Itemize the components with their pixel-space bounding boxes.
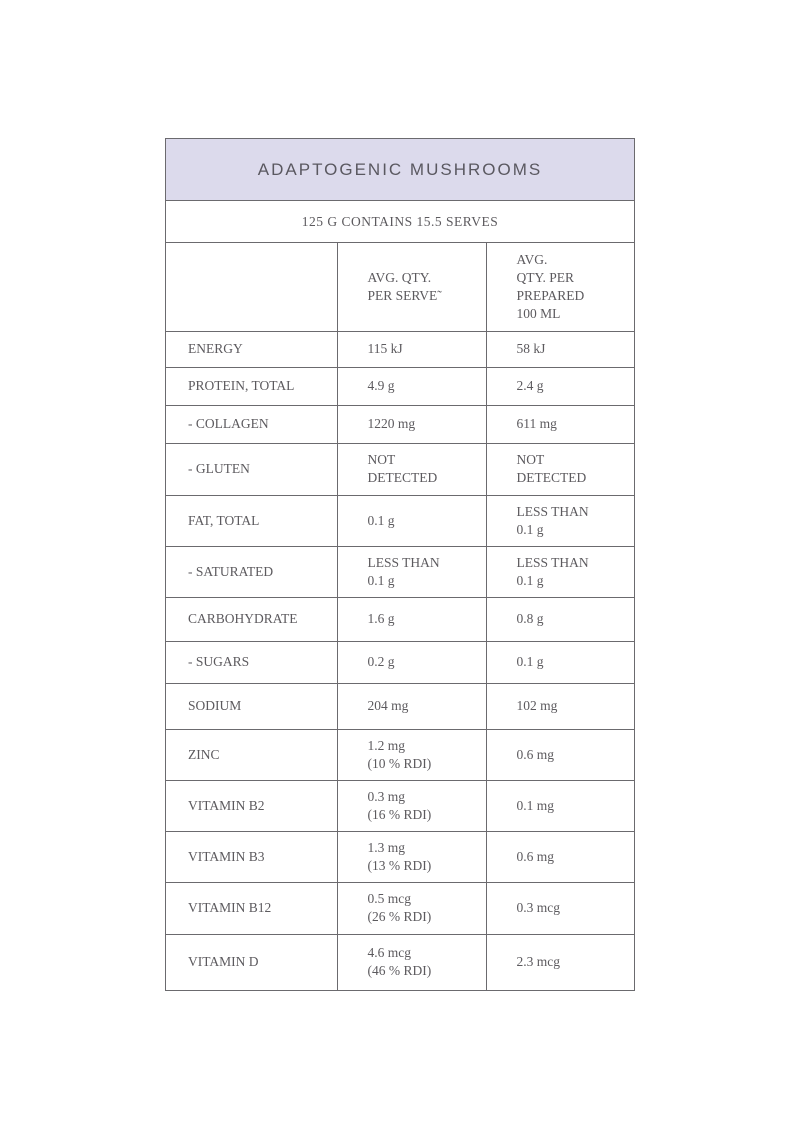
- table-row: [166, 331, 634, 367]
- nutrient-label: SODIUM: [166, 683, 337, 729]
- per-100ml-value-line: 0.1 g: [516, 521, 544, 537]
- nutrient-label: ZINC: [166, 729, 337, 780]
- per-100ml-value-line: 0.6 mg: [516, 746, 555, 762]
- per-serve-value: [337, 683, 486, 729]
- per-100ml-value-line: 0.6 mg: [516, 848, 555, 864]
- nutrient-label: PROTEIN, TOTAL: [166, 367, 337, 405]
- table-body: [166, 331, 634, 990]
- per-serve-value: [337, 780, 486, 831]
- per-serve-value-line: 0.5 mcg: [367, 891, 411, 906]
- per-serve-value-line: LESS THAN: [367, 554, 440, 570]
- per-100ml-value-line: LESS THAN: [516, 503, 589, 519]
- table-row: [166, 495, 634, 546]
- per-serve-value-line: (13 % RDI): [367, 857, 432, 873]
- table-row: [166, 443, 634, 495]
- table-row: [166, 597, 634, 641]
- per-100ml-value-line: 102 mg: [516, 698, 558, 713]
- per-serve-value: [337, 405, 486, 443]
- nutrient-label: FAT, TOTAL: [166, 495, 337, 546]
- per-100ml-value: [486, 780, 634, 831]
- table-row: [166, 367, 634, 405]
- nutrient-label: - SATURATED: [166, 546, 337, 597]
- per-100ml-value: [486, 495, 634, 546]
- per-serve-value-line: 0.2 g: [367, 654, 395, 669]
- per-serve-value: [337, 546, 486, 597]
- per-serve-value-line: 1.6 g: [367, 611, 395, 626]
- per-100ml-value: [486, 641, 634, 683]
- per-100ml-value-line: 0.1 g: [516, 572, 544, 588]
- per-100ml-value: [486, 882, 634, 934]
- per-serve-value-line: 4.9 g: [367, 378, 395, 393]
- per-serve-value-line: 204 mg: [367, 698, 409, 713]
- nutrient-label: CARBOHYDRATE: [166, 597, 337, 641]
- nutrient-label: VITAMIN D: [166, 934, 337, 990]
- per-serve-value: [337, 597, 486, 641]
- per-serve-value-line: 115 kJ: [367, 341, 403, 356]
- per-100ml-value-line: 2.3 mcg: [516, 954, 560, 970]
- table-row: [166, 683, 634, 729]
- per-serve-value: [337, 831, 486, 882]
- per-serve-value-line: 1220 mg: [367, 416, 416, 431]
- per-100ml-value-line: 0.3 mcg: [516, 900, 560, 915]
- nutrient-label: VITAMIN B12: [166, 882, 337, 934]
- per-100ml-value: [486, 729, 634, 780]
- per-serve-value: [337, 367, 486, 405]
- per-serve-value: [337, 934, 486, 990]
- per-100ml-value: [486, 367, 634, 405]
- per-serve-value-line: DETECTED: [367, 470, 438, 485]
- nutrient-label: - SUGARS: [166, 641, 337, 683]
- table-header-row: [166, 243, 634, 331]
- per-serve-value-line: 0.1 g: [367, 512, 395, 528]
- per-100ml-value-line: LESS THAN: [516, 554, 589, 570]
- per-serve-value: [337, 495, 486, 546]
- per-serve-value-line: 0.3 mg: [367, 788, 406, 804]
- header-per-serve: [337, 243, 486, 331]
- per-100ml-value-line: 58 kJ: [516, 341, 546, 356]
- per-100ml-value: [486, 443, 634, 495]
- per-serve-value: [337, 882, 486, 934]
- header-per-100ml-line: QTY. PER: [516, 269, 575, 285]
- nutrition-panel: [165, 138, 635, 991]
- per-serve-value-line: 4.6 mcg: [367, 945, 411, 961]
- per-100ml-value-line: 611 mg: [516, 416, 557, 431]
- header-per-100ml-line: PREPARED: [516, 287, 585, 303]
- per-100ml-value: [486, 331, 634, 367]
- per-100ml-value: [486, 546, 634, 597]
- per-serve-value-line: (46 % RDI): [367, 963, 432, 979]
- per-serve-value-line: (10 % RDI): [367, 755, 432, 771]
- nutrient-label: ENERGY: [166, 331, 337, 367]
- nutrient-label: - GLUTEN: [166, 443, 337, 495]
- per-100ml-value: [486, 405, 634, 443]
- serves-info: 125 G CONTAINS 15.5 SERVES: [166, 201, 634, 243]
- per-serve-value: [337, 331, 486, 367]
- per-serve-value: [337, 729, 486, 780]
- per-100ml-value: [486, 683, 634, 729]
- per-100ml-value-line: NOT: [516, 452, 545, 467]
- per-100ml-value-line: DETECTED: [516, 470, 587, 485]
- nutrient-label: - COLLAGEN: [166, 405, 337, 443]
- per-100ml-value: [486, 934, 634, 990]
- table-row: [166, 831, 634, 882]
- header-blank-cell: [166, 243, 337, 331]
- table-row: [166, 882, 634, 934]
- table-row: [166, 546, 634, 597]
- header-per-100ml-line: AVG.: [516, 251, 548, 267]
- nutrition-table: [166, 243, 634, 990]
- header-per-serve-line: PER SERVE˜: [367, 287, 442, 303]
- per-serve-value-line: NOT: [367, 452, 396, 467]
- per-serve-value-line: (16 % RDI): [367, 806, 432, 822]
- panel-title: ADAPTOGENIC MUSHROOMS: [166, 139, 634, 201]
- per-serve-value-line: 1.2 mg: [367, 737, 406, 753]
- table-row: [166, 729, 634, 780]
- header-per-100ml: [486, 243, 634, 331]
- table-row: [166, 780, 634, 831]
- per-100ml-value-line: 0.1 mg: [516, 797, 555, 813]
- per-serve-value-line: (26 % RDI): [367, 909, 432, 924]
- per-serve-value: [337, 443, 486, 495]
- per-100ml-value-line: 0.1 g: [516, 654, 544, 669]
- table-row: [166, 405, 634, 443]
- header-per-serve-line: AVG. QTY.: [367, 269, 432, 285]
- per-100ml-value-line: 2.4 g: [516, 378, 544, 393]
- nutrient-label: VITAMIN B2: [166, 780, 337, 831]
- nutrient-label: VITAMIN B3: [166, 831, 337, 882]
- header-per-100ml-line: 100 ML: [516, 305, 561, 321]
- per-100ml-value: [486, 831, 634, 882]
- per-serve-value-line: 0.1 g: [367, 572, 395, 588]
- per-serve-value: [337, 641, 486, 683]
- per-100ml-value-line: 0.8 g: [516, 611, 544, 626]
- table-row: [166, 641, 634, 683]
- per-serve-value-line: 1.3 mg: [367, 839, 406, 855]
- per-100ml-value: [486, 597, 634, 641]
- table-row: [166, 934, 634, 990]
